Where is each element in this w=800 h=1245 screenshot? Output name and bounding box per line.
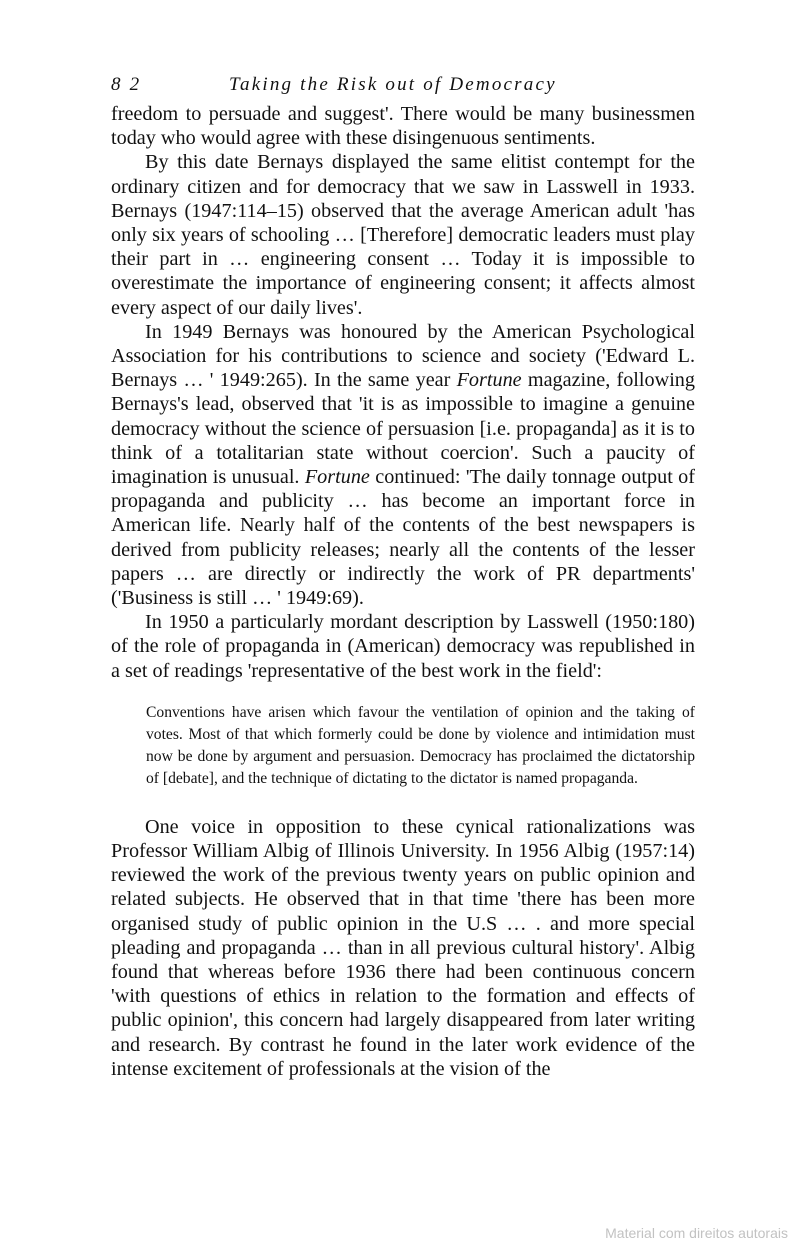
paragraph-3 bbox=[111, 320, 695, 610]
paragraph-3-part-b: magazine, following Bernays's lead, observed that 'it is as impossible to imagine a genuine democracy without the science of persuasion [i.e. propaganda] as it is to think of a totalitarian state without coercion'. Such a paucity of imagination is unusual. bbox=[111, 369, 695, 489]
page-number: 8 2 bbox=[111, 74, 142, 95]
paragraph-2: By this date Bernays displayed the same elitist contempt for the ordinary citizen and for democracy that we saw in Lasswell in 1933. Bernays (1947:114–15) observed that the average American adult 'has only six years of schooling … [Therefore] democratic leaders must play their part in … engineering consent … Today it is impossible to overestimate the importance of engineering consent; it affects almost every aspect of our daily lives'. bbox=[111, 151, 695, 319]
fortune-title-2: Fortune bbox=[304, 466, 370, 489]
paragraph-1: freedom to persuade and suggest'. There would be many businessmen today who would agree with these disingenuous sentiments. bbox=[111, 103, 695, 150]
fortune-title-1: Fortune bbox=[456, 369, 522, 392]
book-page bbox=[111, 74, 695, 1081]
paragraph-4: In 1950 a particularly mordant description by Lasswell (1950:180) of the role of propaganda in (American) democracy was republished in a set of readings 'representative of the best work in the field': bbox=[111, 611, 695, 682]
block-quote: Conventions have arisen which favour the ventilation of opinion and the taking of votes. Most of that which formerly could be done by violence and intimidation must now be done by argument and persuasion. Democracy has proclaimed the dictatorship of [debate], and the technique of dictating to the dictator is named propaganda. bbox=[146, 703, 695, 788]
paragraph-3-part-a: In 1949 Bernays was honoured by the American Psychological Association for his contributions to science and society ('Edward L. Bernays … ' 1949:265). In the same year bbox=[111, 320, 695, 392]
copyright-watermark: Material com direitos autorais bbox=[605, 1225, 788, 1241]
running-title: Taking the Risk out of Democracy bbox=[229, 74, 557, 95]
paragraph-5: One voice in opposition to these cynical rationalizations was Professor William Albig of Illinois University. In 1956 Albig (1957:14) reviewed the work of the previous twenty years on public opinion and related subjects. He observed that in that time 'there has been more organised study of public opinion in the U.S … . and more special pleading and propaganda … than in all previous cultural history'. Albig found that whereas before 1936 there had been continuous concern 'with questions of ethics in relation to the formation and effects of public opinion', this concern had largely disappeared from later writing and research. By contrast he found in the later work evidence of the intense excitement of professionals at the vision of the bbox=[111, 815, 695, 1080]
running-head bbox=[111, 74, 695, 100]
paragraph-3-part-c: continued: 'The daily tonnage output of propaganda and publicity … has become an important force in American life. Nearly half of the contents of the best newspapers is derived from publicity releases; nearly all the contents of the lesser papers … are directly or indirectly the work of PR departments' ('Business is still … ' 1949:69). bbox=[111, 466, 695, 610]
